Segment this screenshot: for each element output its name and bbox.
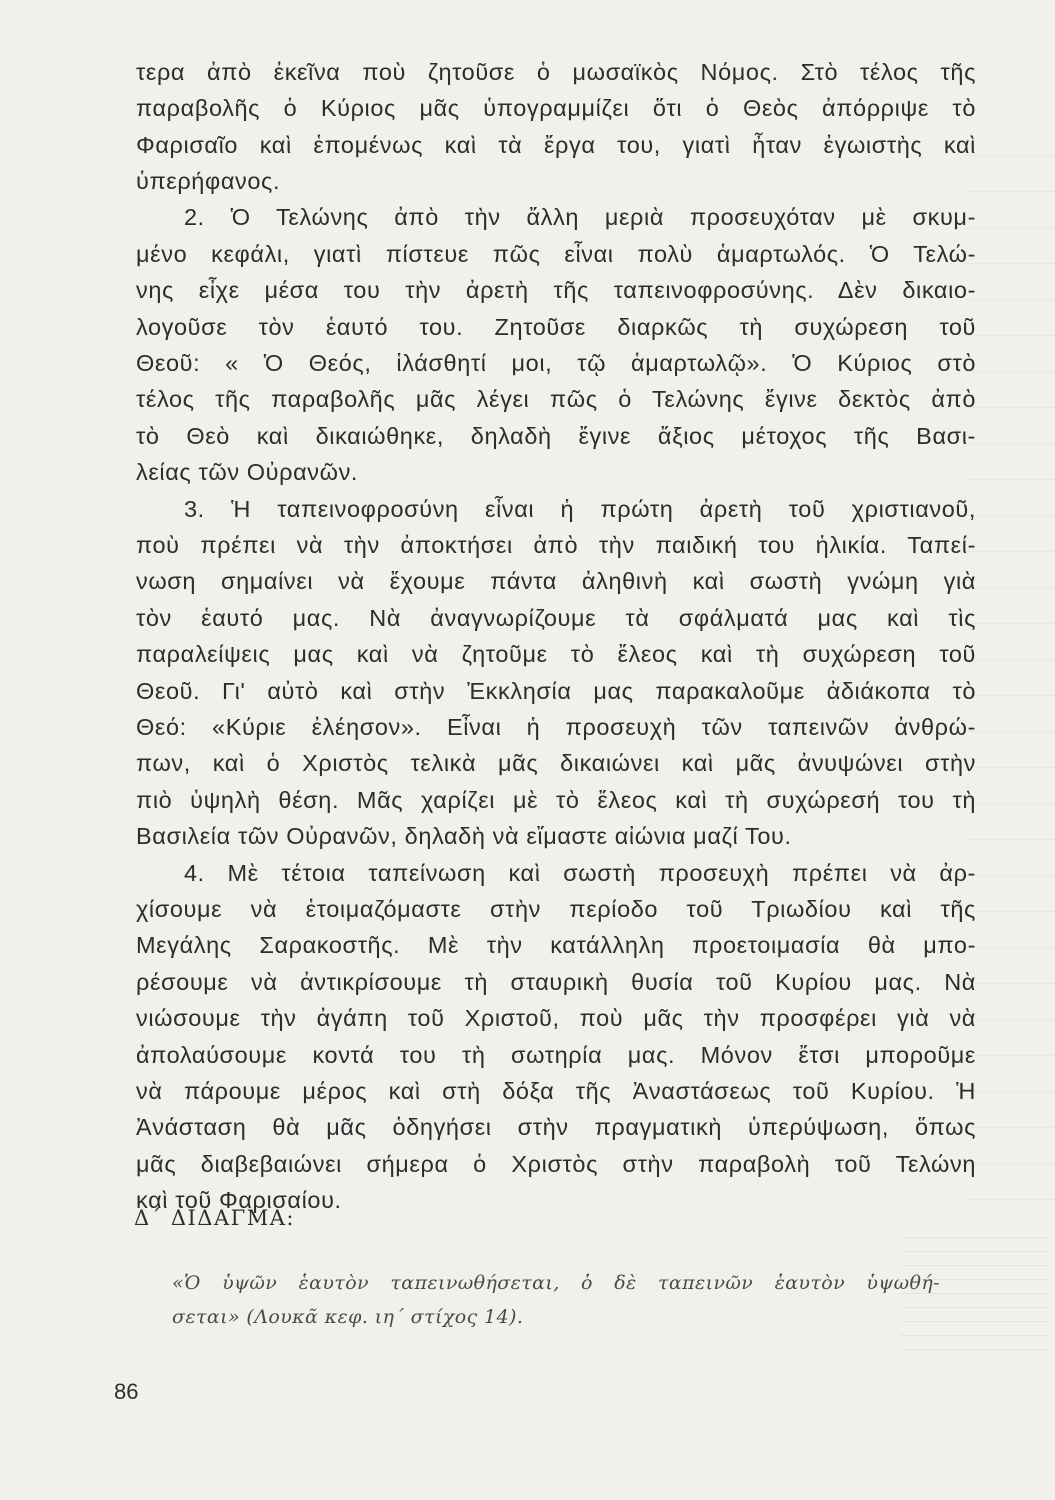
text-line: Μεγάλης Σαρακοστῆς. Μὲ τὴν κατάλληλη προετοιμασία θὰ μπο-: [136, 932, 976, 958]
text-line: καὶ τοῦ Φαρισαίου.: [136, 1187, 342, 1213]
text-line: νὰ πάρουμε μέρος καὶ στὴ δόξα τῆς Ἀναστάσεως τοῦ Κυρίου. Ἡ: [136, 1078, 976, 1104]
text-line: μένο κεφάλι, γιατὶ πίστευε πῶς εἶναι πολὺ ἁμαρτωλός. Ὁ Τελώ-: [136, 241, 976, 267]
text-line: 2. Ὁ Τελώνης ἀπὸ τὴν ἄλλη μεριὰ προσευχόταν μὲ σκυμ-: [184, 204, 976, 230]
bleed-through-shadow: [965, 120, 1055, 1200]
text-line: νωση σημαίνει νὰ ἔχουμε πάντα ἀληθινὴ καὶ σωστὴ γνώμη γιὰ: [136, 568, 976, 594]
text-line: μᾶς διαβεβαιώνει σήμερα ὁ Χριστὸς στὴν παραβολὴ τοῦ Τελώνη: [136, 1151, 976, 1177]
page-number: 86: [114, 1379, 139, 1404]
text-line: λογοῦσε τὸν ἑαυτό του. Ζητοῦσε διαρκῶς τὴ συχώρεση τοῦ: [136, 314, 976, 340]
section-heading: Δ΄ ΔΙΔΑΓΜΑ:: [134, 1206, 295, 1230]
quote-line: σεται» (Λουκᾶ κεφ. ιη΄ στίχος 14).: [172, 1306, 524, 1328]
text-line: ὑπερήφανος.: [136, 168, 281, 194]
text-line: Θεοῦ. Γι' αὐτὸ καὶ στὴν Ἐκκλησία μας παρακαλοῦμε ἀδιάκοπα τὸ: [136, 678, 976, 704]
text-line: πων, καὶ ὁ Χριστὸς τελικὰ μᾶς δικαιώνει καὶ μᾶς ἀνυψώνει στὴν: [136, 750, 976, 776]
text-line: τέλος τῆς παραβολῆς μᾶς λέγει πῶς ὁ Τελώνης ἔγινε δεκτὸς ἀπὸ: [136, 386, 976, 412]
text-line: πιὸ ὑψηλὴ θέση. Μᾶς χαρίζει μὲ τὸ ἔλεος καὶ τὴ συχώρεσή του τὴ: [136, 787, 976, 813]
text-line: Βασιλεία τῶν Οὐρανῶν, δηλαδὴ νὰ εἴμαστε αἰώνια μαζί Του.: [136, 823, 792, 849]
text-line: τὸ Θεὸ καὶ δικαιώθηκε, δηλαδὴ ἔγινε ἄξιος μέτοχος τῆς Βασι-: [136, 423, 976, 449]
text-line: ἀπολαύσουμε κοντά του τὴ σωτηρία μας. Μόνον ἔτσι μποροῦμε: [136, 1042, 976, 1068]
text-line: ποὺ πρέπει νὰ τὴν ἀποκτήσει ἀπὸ τὴν παιδική του ἡλικία. Ταπεί-: [136, 532, 976, 558]
text-line: παραλείψεις μας καὶ νὰ ζητοῦμε τὸ ἔλεος καὶ τὴ συχώρεση τοῦ: [136, 641, 976, 667]
text-line: Φαρισαῖο καὶ ἑπομένως καὶ τὰ ἔργα του, γιατὶ ἦταν ἐγωιστὴς καὶ: [136, 132, 976, 158]
text-line: τὸν ἑαυτό μας. Νὰ ἀναγνωρίζουμε τὰ σφάλματά μας καὶ τὶς: [136, 605, 976, 631]
text-line: νιώσουμε τὴν ἀγάπη τοῦ Χριστοῦ, ποὺ μᾶς τὴν προσφέρει γιὰ νὰ: [136, 1005, 976, 1031]
text-line: χίσουμε νὰ ἑτοιμαζόμαστε στὴν περίοδο τοῦ Τριωδίου καὶ τῆς: [136, 896, 976, 922]
text-line: νης εἶχε μέσα του τὴν ἀρετὴ τῆς ταπεινοφροσύνης. Δὲν δικαιο-: [136, 277, 976, 303]
quote-line: «Ὁ ὑψῶν ἑαυτὸν ταπεινωθήσεται, ὁ δὲ ταπεινῶν ἑαυτὸν ὑψωθή-: [172, 1272, 940, 1294]
text-line: Ἀνάσταση θὰ μᾶς ὁδηγήσει στὴν πραγματικὴ ὑπερύψωση, ὅπως: [136, 1114, 976, 1140]
text-line: 3. Ἡ ταπεινοφροσύνη εἶναι ἡ πρώτη ἀρετὴ τοῦ χριστιανοῦ,: [184, 496, 976, 522]
text-line: ρέσουμε νὰ ἀντικρίσουμε τὴ σταυρικὴ θυσία τοῦ Κυρίου μας. Νὰ: [136, 969, 976, 995]
text-line: τερα ἀπὸ ἐκεῖνα ποὺ ζητοῦσε ὁ μωσαϊκὸς Νόμος. Στὸ τέλος τῆς: [136, 59, 976, 85]
text-line: Θεό: «Κύριε ἐλέησον». Εἶναι ἡ προσευχὴ τῶν ταπεινῶν ἀνθρώ-: [136, 714, 976, 740]
text-line: παραβολῆς ὁ Κύριος μᾶς ὑπογραμμίζει ὅτι ὁ Θεὸς ἀπόρριψε τὸ: [136, 95, 976, 121]
text-line: 4. Μὲ τέτοια ταπείνωση καὶ σωστὴ προσευχὴ πρέπει νὰ ἀρ-: [184, 860, 976, 886]
text-line: Θεοῦ: « Ὁ Θεός, ἱλάσθητί μοι, τῷ ἁμαρτωλῷ». Ὁ Κύριος στὸ: [136, 350, 976, 376]
text-line: λείας τῶν Οὐρανῶν.: [136, 459, 359, 485]
